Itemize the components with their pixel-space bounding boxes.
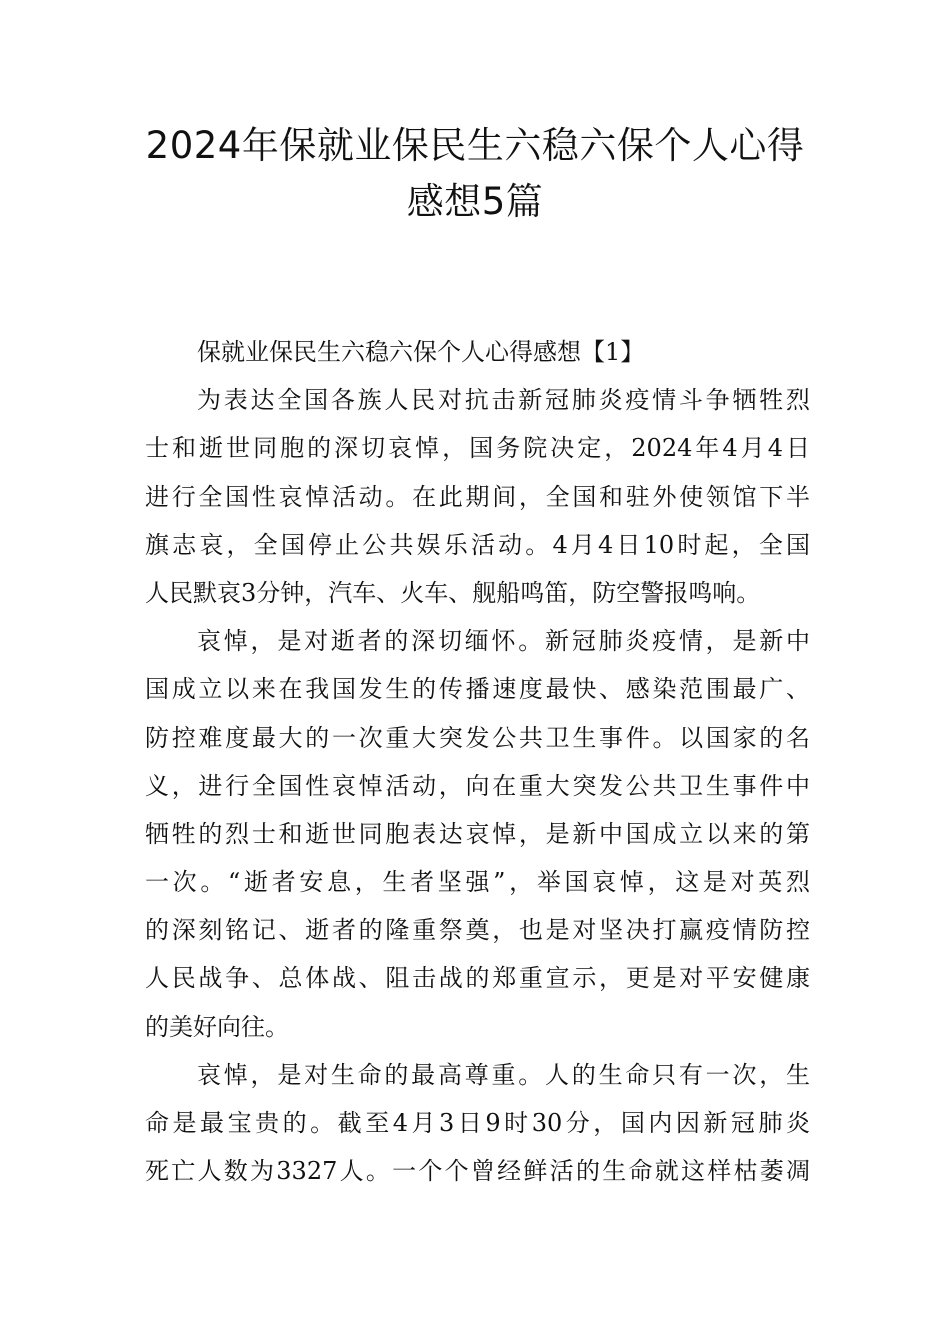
paragraph-3 <box>145 1051 810 1196</box>
paragraph-line: 人民战争、总体战、阻击战的郑重宣示，更是对平安健康 <box>145 964 810 993</box>
paragraph-line: 哀悼，是对逝者的深切缅怀。新冠肺炎疫情，是新中 <box>197 627 810 656</box>
paragraph-line: 为表达全国各族人民对抗击新冠肺炎疫情斗争牺牲烈 <box>197 386 810 415</box>
paragraph-line: 牺牲的烈士和逝世同胞表达哀悼，是新中国成立以来的第 <box>145 819 810 848</box>
paragraph-line: 一次。“逝者安息，生者坚强”，举国哀悼，这是对英烈 <box>145 868 810 897</box>
paragraph-line: 进行全国性哀悼活动。在此期间，全国和驻外使领馆下半 <box>145 482 810 511</box>
paragraph-1 <box>145 376 810 617</box>
paragraph-line: 死亡人数为3327人。一个个曾经鲜活的生命就这样枯萎凋 <box>145 1157 810 1186</box>
section-heading: 保就业保民生六稳六保个人心得感想【1】 <box>197 338 645 366</box>
paragraph-line: 的美好向往。 <box>145 1012 289 1041</box>
paragraph-line: 防控难度最大的一次重大突发公共卫生事件。以国家的名 <box>145 723 810 752</box>
title-line-1: 2024年保就业保民生六稳六保个人心得 <box>145 124 805 167</box>
title-line-2: 感想5篇 <box>406 180 544 223</box>
paragraph-line: 人民默哀3分钟，汽车、火车、舰船鸣笛，防空警报鸣响。 <box>145 578 761 607</box>
document-body <box>145 328 810 1195</box>
document-title <box>100 118 850 230</box>
paragraph-line: 义，进行全国性哀悼活动，向在重大突发公共卫生事件中 <box>145 771 810 800</box>
paragraph-line: 的深刻铭记、逝者的隆重祭奠，也是对坚决打赢疫情防控 <box>145 916 810 945</box>
paragraph-line: 哀悼，是对生命的最高尊重。人的生命只有一次，生 <box>197 1060 810 1089</box>
paragraph-2 <box>145 617 810 1051</box>
paragraph-line: 旗志哀，全国停止公共娱乐活动。4月4日10时起，全国 <box>145 530 810 559</box>
paragraph-line: 命是最宝贵的。截至4月3日9时30分，国内因新冠肺炎 <box>145 1109 810 1137</box>
paragraph-line: 士和逝世同胞的深切哀悼，国务院决定，2024年4月4日 <box>145 434 810 463</box>
paragraph-line: 国成立以来在我国发生的传播速度最快、感染范围最广、 <box>145 675 810 704</box>
